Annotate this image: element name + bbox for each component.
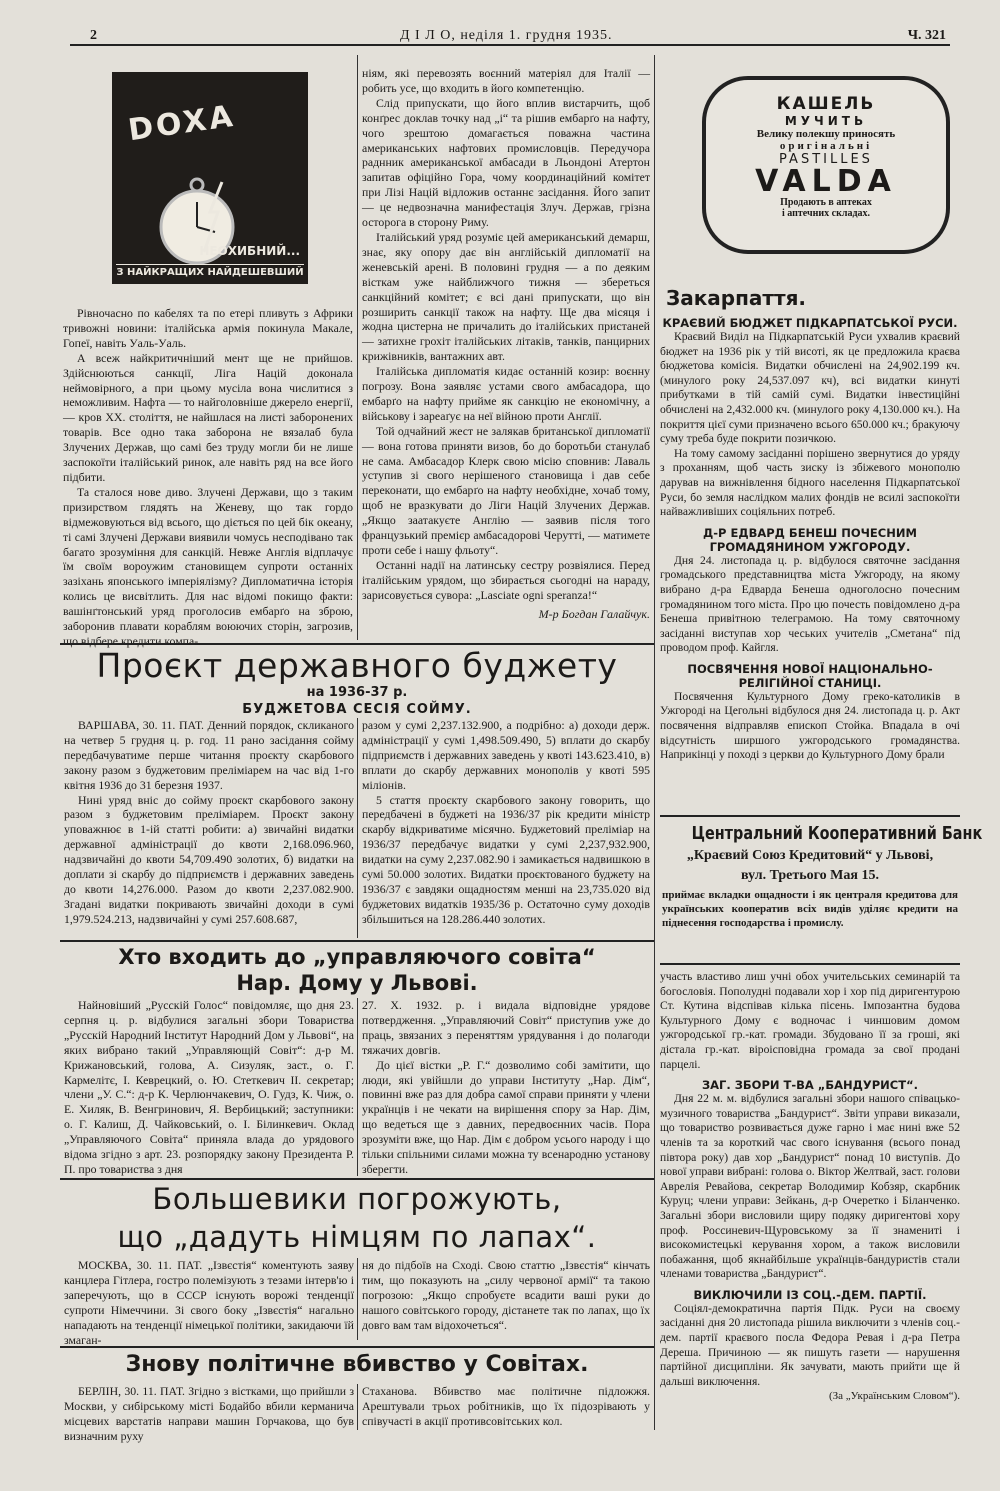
paragraph: На тому самому засіданні порішено звернутися до уряду з проханням, щоб часть зиску із збіжевого монополю дарував на вижнівлення бідного населення Підкарпатської Руси, бо земля наслідком малих фондів не всилі заспокоїти найважливіших соціяльних потреб. xyxy=(660,446,960,519)
excluded-body xyxy=(660,1302,960,1404)
council-col2 xyxy=(362,998,650,1177)
council-col1 xyxy=(64,998,354,1177)
masthead: Д І Л О, неділя 1. грудня 1935. xyxy=(400,28,613,43)
divider xyxy=(60,643,654,645)
paragraph: МОСКВА, 30. 11. ПАТ. „Ізвєстія“ коментують заяву канцлера Гітлера, гостро полемізують з тезами інтерв'ю і заперечують, що в СССР існують ворожі тенденції супроти Німеччини. Зі свого боку „Ізвєстія“ нагально нападають на тенденції німецької політики, закидаючи їй змаган- xyxy=(64,1258,354,1347)
bolshevik-col2 xyxy=(362,1258,650,1333)
paragraph: Останні надії на латинську сестру розвіялися. Перед італійським урядом, що збирається сьогодні на нараду, зарисовується сувора: „Lasciate ogni speranza!“ xyxy=(362,557,650,602)
column-rule xyxy=(357,1384,358,1430)
budget-title: КРАЄВИЙ БЮДЖЕТ ПІДКАРПАТСЬКОЇ РУСИ. xyxy=(662,316,958,330)
doxa-tagline: З НАЙКРАЩИХ НАЙДЕШЕВШИЙ xyxy=(116,264,304,278)
valda-line: PASTILLES xyxy=(779,152,873,167)
article-italy-col2 xyxy=(362,66,650,622)
column-rule xyxy=(357,998,358,1176)
headline-line: Большевики погрожують, xyxy=(152,1182,562,1216)
paragraph: Той одчайний жест не залякав британської дипломатії — вона готова приняти визов, бо до боротьби станулаб не сама. Амбасадор Клерк свою місію сповнив: Лаваль уступив зі свого нерішеного становища і дав себе переконати, що ембарґо на нафту необхідне, хочаб тому, щоб не вразкувати до Ліги Націй Злучених Держав. „Якщо заатакуєте Англію — заявив після того французький премієр амбасадорові Черутті, — матимете проти себе і нашу фльоту“. xyxy=(362,423,650,557)
budget-body xyxy=(660,330,960,520)
column-rule xyxy=(654,55,655,1430)
valda-advertisement xyxy=(702,76,950,254)
paragraph: БЕРЛІН, 30. 11. ПАТ. Згідно з вістками, що прийшли з Москви, у сибірському місті Бодайбо вбили керманича місцевих варстатів направи машин Горчакова, що був визначним руху xyxy=(64,1384,354,1443)
section-title: Закарпаття. xyxy=(666,286,807,310)
valda-line: і аптечних складах. xyxy=(781,208,871,219)
bolshevik-headline xyxy=(60,1180,654,1256)
bandurist-title: ЗАГ. ЗБОРИ Т-ВА „БАНДУРИСТ“. xyxy=(701,1078,919,1093)
paragraph: Найновіший „Русскій Голос“ повідомляє, що дня 23. серпня ц. р. відбулися загальні збори Товариства „Русскій Народний Інститут Народний Дом у Львові“, на яких вибрано такий „Управляющій Совіт“: д-р М. Крижановський, голова, А. Сизуляк, заст., о. Г. Кармелітє, І. Кеврецкий, о. Ю. Стеткевич II. секретар; члени „У. С.“: д-р К. Черлюнчакевич, О. Гудз, К. Чиж, о. Е. Хиляк, В. Венгринович, Я. Вербицький; заступники: о. Г. Калиш, Д. Чайковський, о. І. Білинкевич. Оклад „Управляючого Совіта“ приняла влада до урядового відома згідно з арт. 23. розпорядку закону Президента Р. П. про товариства з дня xyxy=(64,998,354,1176)
issue-number: Ч. 321 xyxy=(907,28,946,43)
divider xyxy=(60,1346,654,1348)
page-number: 2 xyxy=(90,28,97,43)
paragraph: ніям, які перевозять воєнний матеріял для Італії — робить усе, що входить в його компетенцію. xyxy=(362,66,650,95)
benes-title xyxy=(660,526,960,554)
excluded-title: ВИКЛЮЧИЛИ ІЗ СОЦ.-ДЕМ. ПАРТІЇ. xyxy=(693,1287,927,1302)
article-italy-col1 xyxy=(63,306,353,649)
valda-line: Велику полекшу приносять xyxy=(756,128,896,140)
paragraph: Дня 24. листопада ц. р. відбулося святочне засідання громадського представництва міста Ужгороду, на якому вибрано д-ра Едварда Бенеша одноголосно почесним громадянином того міста. Про цю почесть повідомлено д-ра Бенеша привітною телеграмою. На тому святочному засіданні виступав хор чеських учителів „Сметана“ під проводом проф. Кайгля. xyxy=(660,553,960,655)
paragraph: Італійський уряд розуміє цей американський демарш, знає, яку опору дає він англійській дипломатії на женевській арені. В половині грудня — а по деяким вісткам уже найближчого тижня — збереться санкційний комітет; є всі дані припускати, що він розширить санкції також на нафту. Ще два місяця і жодна цистерна не причалить до італійських пристаней — затихне грохіт італійських літаків, танків, панцирних крижівників, вантажних авт. xyxy=(362,229,650,364)
benes-body xyxy=(660,554,960,656)
paragraph: Стаханова. Вбивство має політичне підложжя. Арештували трьох робітників, що їх підозрівають у співучасті в акції противсовітських кол. xyxy=(362,1384,650,1428)
budget-col2 xyxy=(362,718,650,927)
paragraph: ня до підбоїв на Сході. Свою статтю „Ізвєстія“ кінчать тим, що показують на „силу червоної армії“ та такою погрозою: „Якщо спробуєте всадити ваші руки до нашого совітського городу, дістанете так по лапах, що їх довго вам там відохочеться“. xyxy=(362,1258,650,1332)
house-body xyxy=(660,690,960,763)
valda-brand: VALDA xyxy=(755,164,897,199)
murder-col1 xyxy=(64,1384,354,1444)
budget-article xyxy=(60,646,654,717)
paragraph: разом у сумі 2,237.132.900, а подрібно: а) доходи держ. адміністрації у сумі 1,498.509.490, 5) вплати до скарбу підприємств і державних заведень у квоті 143.623.410, в) вплати до скарбу державних монополів у квоті 595 міліонів. xyxy=(362,718,650,792)
source-note: (За „Українським Словом“). xyxy=(828,1390,960,1403)
culture-continued xyxy=(660,970,960,1072)
bank-address: вул. Третього Мая 15. xyxy=(741,868,879,883)
paragraph: Дня 22 м. м. відбулися загальні збори нашого співацько-музичного товариства „Бандурист“. Звіти управи виказали, що товариство розвивається дуже гарно і має нині вже 52 членів та за короткий час свого існування (всього понад півтора року) дав хор „Бандурист“ понад 10 виступів. До нової управи вибрані: голова о. Віктор Желтвай, заст. голови Аврелія Ревайова, секретар Володимир Кобзяр, скарбник Куруц; члени управи: Зейкань, д-р Очеретко і Біланченко. Загальні збори висловили щиру подяку диригентові хору проф. Россиневич-Щуровському за її знамениті і високомистецькі керування хором, а також висловили побажання, щоб якнайбільше українців-бандуристів стали членами товариства „Бандурист“. xyxy=(660,1092,960,1281)
budget-col1 xyxy=(64,718,354,927)
bank-text: приймає вкладки ощадности і як централя кредитова для українських кооператив всіх видів уділяє кредити на піднесення господарства і промислу. xyxy=(662,889,958,929)
paragraph: До цієї вістки „Р. Г.“ дозволимо собі замітити, що люди, які увійшли до управи Інституту „Нар. Дім“, повинні вже раз для добра самої справи приняти у члени українців і не чекати на вирішення спору за Нар. Дім, що ведеться ще з давних, передвоєнних часів. Пора зрозуміти вже, що Нар. Дім є добром усього народу і що тільки спільними силами можна ту всенародню установу зберегти. xyxy=(362,1057,650,1176)
column-rule xyxy=(357,55,358,640)
house-title xyxy=(660,662,960,690)
valda-line: КАШЕЛЬ xyxy=(776,94,876,114)
paragraph: Італійська дипломатія кидає останній козир: воєнну погрозу. Вона заявляє устами свого амбасадора, що ембарґо на нафту прийме як санкцію не економічну, а військову і зареаґує на неї війною проти Англії. xyxy=(362,364,650,423)
benes-title-line: Д-Р ЕДВАРД БЕНЕШ ПОЧЕСНИМ xyxy=(703,525,917,540)
paragraph: Рівночасно по кабелях та по етері пливуть з Африки тривожні новини: італійська армія покинула Макале, Гопеї, навіть Уаль-Уаль. xyxy=(63,306,353,350)
budget-subhead: БУДЖЕТОВА СЕСІЯ СОЙМУ. xyxy=(242,702,472,717)
council-headline xyxy=(60,944,654,996)
bank-subtitle: „Краєвий Союз Кредитовий“ у Львові, xyxy=(686,848,934,863)
house-title-line: РЕЛІГІЙНОЇ СТАНИЦІ. xyxy=(738,675,882,690)
headline-line: Хто входить до „управляючого совіта“ xyxy=(118,945,596,969)
budget-headline: Проєкт державного буджету xyxy=(96,646,618,685)
valda-line: МУЧИТЬ xyxy=(784,114,868,128)
doxa-advertisement xyxy=(112,72,308,284)
paragraph: Соціял-демократична партія Підк. Руси на своєму засіданні дня 20 листопада рішила виключити з членів соц.-дем. партії краєвого посла Федора Ревая і д-ра Петра Дереша. Причиною — як пишуть газети — нарушення партійної дисципліни. Як зачувати, мають прийти ще й дальші виключення. xyxy=(660,1301,960,1388)
doxa-brand: DOXA xyxy=(126,98,238,149)
headline-line: Нар. Дому у Львові. xyxy=(236,971,478,995)
paragraph: Та сталося нове диво. Злучені Держави, що з таким призирством глядять на Женеву, що так гордо відмежовуються від всього, що діється по цей бік океану, ті самі Злучені Держави виявили чомусь несподівано так багато зрозуміння для санкцій. Невже Англія відплачує їм своїм вороужим становищем супроти останніх зазіхань японського імперіялізму? Дипломатична історія колись це висвітлить. Для нас відомі покищо факти: вашінґтонський уряд проголосив ембарґо на зброю, заборонив плавати кораблям воюючих сторін, загрозив, що відбере кредити компа- xyxy=(63,484,353,648)
benes-title-line: ГРОМАДЯНИНОМ УЖГОРОДУ. xyxy=(709,539,911,554)
paragraph: 5 стаття проєкту скарбового закону говорить, що передбачені в буджеті на 1936/37 рік кредити міністр скарбу відкриватиме місячно. Буджетовий преліміар на 1936/37 передбачує видатки у сумі 2,237,932.900, видатки на суму 2,237.082.90 і замикається надвишкою в сумі 50.000 золотих. Видатки проєктованого буджету на 1936/37 є завдяки ощадностям менші на 23,735.020 від буджетових видатків 1935/36 р. Остаточно суму доходів збільшиться на 128.286.440 золотих. xyxy=(362,792,650,926)
column-rule xyxy=(357,718,358,938)
zakarpattia-continued xyxy=(660,970,960,1404)
paragraph: Слід припускати, що його вплив вистарчить, щоб конґрес доклав точку над „і“ та рішив ембарґо на нафту, чого зрештою домагається поважна частина американських нафтових промисловців. Передучора раднник американської амбасади в Льондоні Атертон запитав офіційно Гора, чому координаційний комітет при Лізі Націй відложив останнє засідання. Його запит — це недвозначна манифестація Злуч. Держав, грізна осторога в сторону Риму. xyxy=(362,95,650,230)
page-header xyxy=(70,28,950,46)
divider xyxy=(60,940,654,942)
paragraph: участь властиво лиш учні обох учительських семинарій та богословія. Пополудні подавали хор і хор під диригентурою Ст. Кутина відспівав кілька пісень. Імпозантна будова Культурного Дому є водночас і чиншовим домом ужгородської гр.-кат. громади. Збудовано її за гроші, які дістала гр.-кат. віроісповідна громада за свої продані парцелі. xyxy=(660,970,960,1071)
doxa-slogan: НЕОХИБНИЙ... xyxy=(199,244,300,258)
valda-line: оригінальні xyxy=(779,140,873,152)
author-signature: М-р Богдан Галайчук. xyxy=(538,606,650,621)
house-title-line: ПОСВЯЧЕННЯ НОВОЇ НАЦІОНАЛЬНО- xyxy=(687,661,933,676)
paragraph: 27. X. 1932. р. і видала відповідне урядове потвердження. „Управляючий Совіт“ приступив уже до праць, звязаних з переняттям урядування і до полагоди тяжачих довгів. xyxy=(362,998,650,1057)
bolshevik-col1 xyxy=(64,1258,354,1347)
bank-advertisement xyxy=(660,815,983,965)
valda-line: Продають в аптеках xyxy=(780,197,872,208)
column-rule xyxy=(357,1258,358,1340)
zakarpattia-section xyxy=(660,286,960,763)
headline-line: що „дадуть німцям по лапах“. xyxy=(117,1220,597,1254)
bandurist-body xyxy=(660,1092,960,1282)
murder-headline: Знову політичне вбивство у Совітах. xyxy=(125,1352,589,1377)
paragraph: Нині уряд вніс до сойму проєкт скарбового закону разом з буджетовим преліміарем. Проєкт закону уповажнює в 1-ій статті робити: а) звичайні видатки державної адміністрації до квоти 2,168.096.960, надзвичайні до квоти 54,709.490 золотих, б) видатки на доплати зі скарбу до підприємств і державних заведень до квоти 14,276.000. Разом до квоти 2,237.082.900. Згадані видатки покривають звичайні доходи в сумі 1,979.524.213, надзвичайні у сумі 257.608.687, xyxy=(64,792,354,926)
paragraph: А всеж найкритичніший мент ще не прийшов. Здійснюються санкції, Ліга Націй доконала неймовірного, а при цьому мусіла вона числитися з неможливим. Нафта — то найголовніше джерело енергії, — кров XX. століття, не найшлася на листі заборонених товарів. Все одно така заборона не вязалаб була Злучених Держав, що самі без труду могли би не лише заспокоїти італійський ринок, але навіть ряд на все його підбити. xyxy=(63,350,353,484)
budget-subhead: на 1936-37 р. xyxy=(306,685,408,700)
paragraph: Посвячення Культурного Дому греко-католиків в Ужгороді на Цегольні відбулося дня 24. листопада ц. р. Акт посвячення відправляв епископ Стойка. Впадала в очі відсутність ширшого ужгородського громадянства. Наприкінці у поході з церкви до Культурного Дому брали xyxy=(660,689,960,762)
paragraph: ВАРШАВА, 30. 11. ПАТ. Денний порядок, скликаного на четвер 5 грудня ц. р. год. 11 рано засідання сойму передбачуватиме перше читання проєкту скарбового закону разом з буджетовим преліміарем на час від 1-го квітня 1936 до 31 березня 1937. xyxy=(64,718,354,792)
bank-title: Центральний Кооперативний Банк xyxy=(691,823,983,844)
paragraph: Краєвий Виділ на Підкарпатській Руси ухвалив краєвий бюджет на 1936 рік у тій висоті, як це предложила краєва бюджетова комісія. Видатки обчислені на 24,902.199 кч. (минулого року 24,537.097 кч), всі видатки кинуті прибутками в тій самій сумі. Видатки інвестиційні обчислені на 2,432.000 кч. (минулого року 4,130.000 кч.). На покриття цієї суми призначено всього 650.000 кч.; бракуючу суму треба буде покрити позичкою. xyxy=(660,330,960,446)
murder-col2 xyxy=(362,1384,650,1429)
